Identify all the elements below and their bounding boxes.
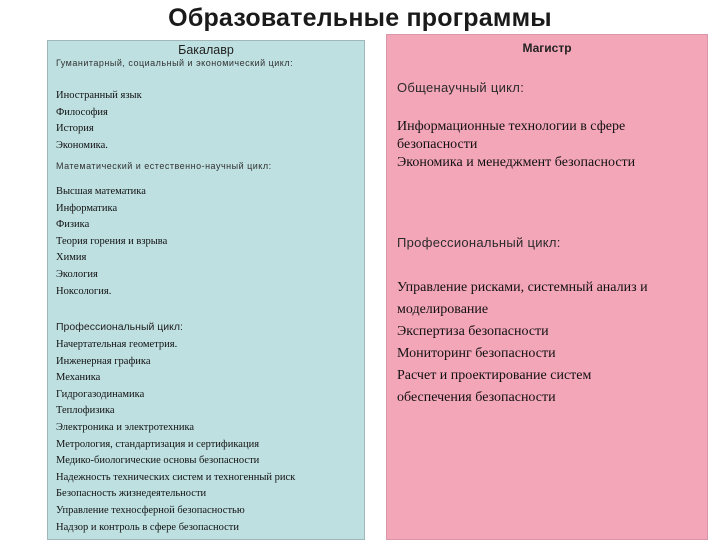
bachelor-cycle3-title: Профессиональный цикл: <box>56 321 183 333</box>
list-item: Безопасность жизнедеятельности <box>56 488 207 500</box>
list-item: Экология <box>56 268 98 280</box>
page-title: Образовательные программы <box>168 4 552 32</box>
list-item: История <box>56 123 94 135</box>
bachelor-cycle2-list <box>56 184 358 300</box>
list-item: Экспертиза безопасности <box>397 324 549 339</box>
bachelor-heading: Бакалавр <box>178 43 234 57</box>
list-item: Расчет и проектирование систем обеспечения безопасности <box>397 368 592 405</box>
list-item: Управление рисками, системный анализ и моделирование <box>397 280 648 317</box>
list-item: Начертательная геометрия. <box>56 339 178 350</box>
bachelor-cycle2-title: Математический и естественно-научный цикл: <box>56 161 272 171</box>
master-cycle2-list <box>397 277 667 409</box>
list-item: Метрология, стандартизация и сертификация <box>56 438 260 450</box>
list-item: Теория горения и взрыва <box>56 235 168 247</box>
list-item: Химия <box>56 252 87 264</box>
bachelor-panel <box>47 40 365 540</box>
list-item: Инженерная графика <box>56 355 151 367</box>
master-cycle1-list <box>397 118 693 172</box>
list-item: Мониторинг безопасности <box>397 346 556 361</box>
list-item: Иностранный язык <box>56 90 142 101</box>
list-item: Экономика и менеджмент безопасности <box>397 155 636 170</box>
list-item: Философия <box>56 106 108 118</box>
master-panel <box>386 34 708 540</box>
list-item: Надзор и контроль в сфере безопасности <box>56 521 239 533</box>
list-item: Информатика <box>56 202 118 214</box>
list-item: Управление техносферной безопасностью <box>56 504 245 516</box>
bachelor-cycle1-title: Гуманитарный, социальный и экономический цикл: <box>56 58 294 68</box>
master-cycle1-title: Общенаучный цикл: <box>397 80 525 95</box>
list-item: Медико-биологические основы безопасности <box>56 455 260 467</box>
list-item: Экономика. <box>56 139 108 151</box>
list-item: Механика <box>56 372 101 384</box>
list-item: Ноксология. <box>56 285 112 297</box>
list-item: Теплофизика <box>56 405 115 417</box>
bachelor-cycle1-list <box>56 88 358 154</box>
list-item: Высшая математика <box>56 186 146 197</box>
master-heading: Магистр <box>522 41 572 55</box>
list-item: Информационные технологии в сфере безопасности <box>397 119 626 152</box>
list-item: Физика <box>56 219 90 231</box>
list-item: Надежность технических систем и техногенный риск <box>56 471 296 483</box>
list-item: Электроника и электротехника <box>56 421 195 433</box>
list-item: Гидрогазодинамика <box>56 388 145 400</box>
bachelor-cycle3-list <box>56 337 358 536</box>
master-cycle2-title: Профессиональный цикл: <box>397 235 561 250</box>
